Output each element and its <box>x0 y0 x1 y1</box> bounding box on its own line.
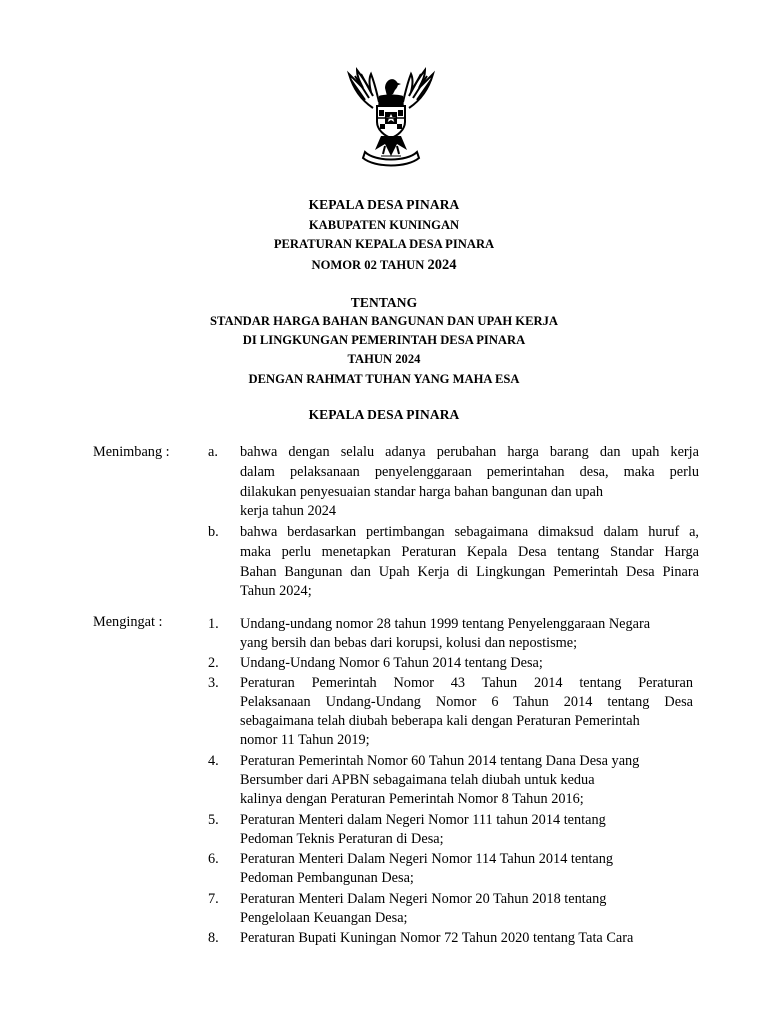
mengingat-line: Peraturan Menteri Dalam Negeri Nomor 114 Tahun 2014 tentang <box>240 851 613 867</box>
subject-title-line-1: STANDAR HARGA BAHAN BANGUNAN DAN UPAH KERJA <box>210 314 558 328</box>
mengingat-marker: 6. <box>208 851 219 867</box>
menimbang-line: Bahan Bangunan dan Upah Kerja di Lingkungan Pemerintah Desa Pinara <box>240 564 699 580</box>
menimbang-line: bahwa berdasarkan pertimbangan sebagaimana dimaksud dalam huruf a, <box>240 524 699 540</box>
mengingat-line: Bersumber dari APBN sebagaimana telah diubah untuk kedua <box>240 772 595 788</box>
regency-name: KABUPATEN KUNINGAN <box>308 218 460 232</box>
mengingat-line: Undang-undang nomor 28 tahun 1999 tentang Penyelenggaraan Negara <box>240 616 651 632</box>
mengingat-marker: 1. <box>208 616 219 632</box>
garuda-pancasila-emblem-icon <box>335 66 447 178</box>
menimbang-line: Tahun 2024; <box>240 583 312 599</box>
mengingat-marker: 5. <box>208 812 219 828</box>
menimbang-line: bahwa dengan selalu adanya perubahan harga barang dan upah kerja <box>240 444 699 460</box>
mengingat-line: Peraturan Bupati Kuningan Nomor 72 Tahun 2020 tentang Tata Cara <box>240 930 634 946</box>
mengingat-line: Pengelolaan Keuangan Desa; <box>240 910 408 926</box>
regulation-number <box>0 257 768 274</box>
subject-title-line-2: DI LINGKUNGAN PEMERINTAH DESA PINARA <box>242 333 526 347</box>
mengingat-line: Pedoman Pembangunan Desa; <box>240 870 414 886</box>
issuer-heading: KEPALA DESA PINARA <box>308 407 460 422</box>
regulation-title: PERATURAN KEPALA DESA PINARA <box>273 237 495 251</box>
mengingat-line: Pedoman Teknis Peraturan di Desa; <box>240 831 444 847</box>
subject-title-line-3: TAHUN 2024 <box>347 352 421 366</box>
menimbang-line: maka perlu menetapkan Peraturan Kepala Desa tentang Standar Harga <box>240 544 699 560</box>
tentang-heading: TENTANG <box>350 295 418 310</box>
invocation: DENGAN RAHMAT TUHAN YANG MAHA ESA <box>248 372 520 386</box>
menimbang-label: Menimbang : <box>93 444 170 460</box>
office-title: KEPALA DESA PINARA <box>308 197 460 212</box>
mengingat-line: Peraturan Menteri Dalam Negeri Nomor 20 Tahun 2018 tentang <box>240 891 607 907</box>
mengingat-line: nomor 11 Tahun 2019; <box>240 732 370 748</box>
mengingat-line: yang bersih dan bebas dari korupsi, kolusi dan nepostisme; <box>240 635 578 651</box>
mengingat-line: kalinya dengan Peraturan Pemerintah Nomor 8 Tahun 2016; <box>240 791 584 807</box>
menimbang-line: dilakukan penyesuaian standar harga bahan bangunan dan upah <box>240 484 603 500</box>
mengingat-line: Undang-Undang Nomor 6 Tahun 2014 tentang Desa; <box>240 655 543 671</box>
mengingat-line: sebagaimana telah diubah beberapa kali dengan Peraturan Pemerintah <box>240 713 640 729</box>
menimbang-line: dalam pelaksanaan penyelenggaraan pemerintahan desa, maka perlu <box>240 464 699 480</box>
menimbang-marker: b. <box>208 524 219 540</box>
mengingat-marker: 2. <box>208 655 219 671</box>
mengingat-marker: 7. <box>208 891 219 907</box>
mengingat-marker: 4. <box>208 753 219 769</box>
mengingat-line: Peraturan Pemerintah Nomor 43 Tahun 2014 tentang Peraturan <box>240 675 693 691</box>
menimbang-line: kerja tahun 2024 <box>240 503 337 519</box>
mengingat-marker: 8. <box>208 930 219 946</box>
regulation-number-year: 2024 <box>427 257 457 273</box>
mengingat-line: Peraturan Menteri dalam Negeri Nomor 111 tahun 2014 tentang <box>240 812 606 828</box>
mengingat-label: Mengingat : <box>93 614 163 630</box>
mengingat-marker: 3. <box>208 675 219 691</box>
mengingat-line: Pelaksanaan Undang-Undang Nomor 6 Tahun 2014 tentang Desa <box>240 694 693 710</box>
menimbang-marker: a. <box>208 444 218 460</box>
mengingat-line: Peraturan Pemerintah Nomor 60 Tahun 2014 tentang Dana Desa yang <box>240 753 640 769</box>
regulation-number-prefix: NOMOR 02 TAHUN <box>311 258 428 272</box>
